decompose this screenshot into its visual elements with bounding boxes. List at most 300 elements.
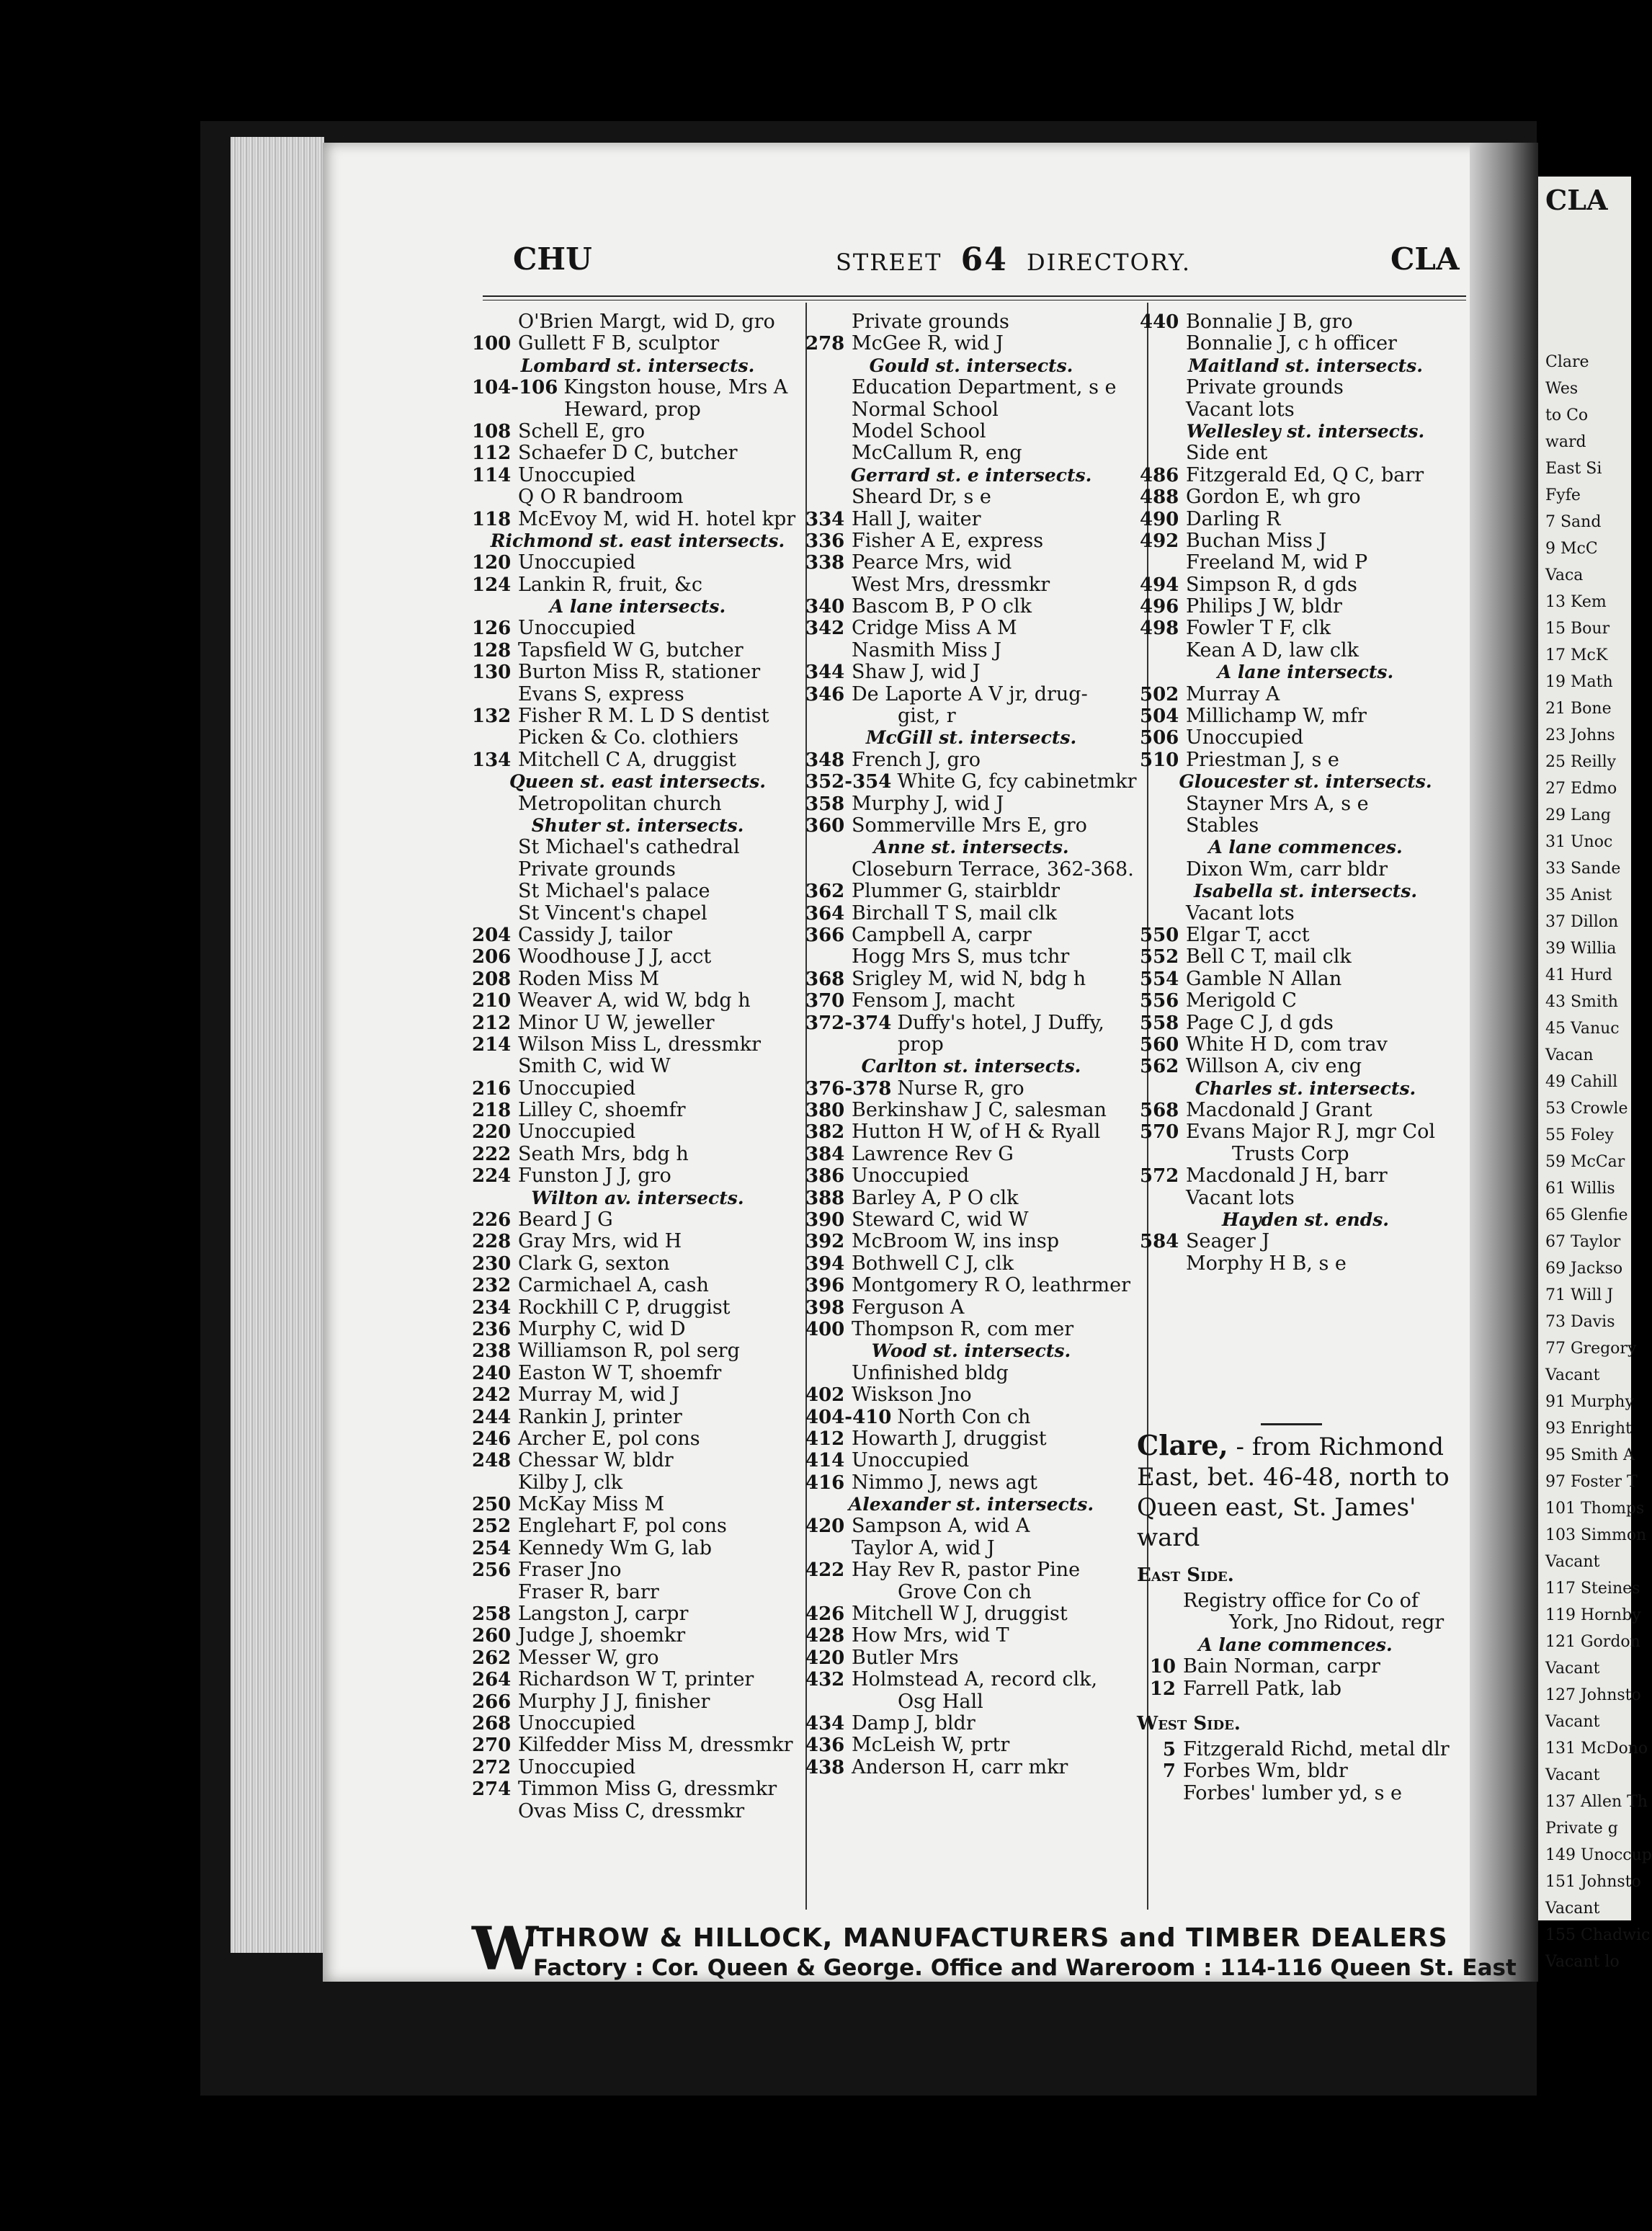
entry-text: Macdonald J Grant xyxy=(1186,1099,1372,1122)
directory-entry xyxy=(805,925,1137,946)
entry-text: Fisher A E, express xyxy=(852,529,1044,552)
street-number: 404-410 xyxy=(805,1406,892,1428)
directory-entry xyxy=(472,1078,803,1100)
directory-entry xyxy=(1140,793,1471,815)
directory-entry xyxy=(1140,486,1471,508)
entry-text: Gray Mrs, wid H xyxy=(518,1230,682,1253)
entry-text: Elgar T, acct xyxy=(1186,923,1310,946)
directory-entry xyxy=(805,1209,1137,1231)
directory-entry xyxy=(472,1669,803,1691)
entry-text: Heward, prop xyxy=(564,398,701,421)
directory-entry xyxy=(472,1450,803,1471)
street-number: 218 xyxy=(472,1100,512,1122)
directory-entry xyxy=(805,1647,1137,1669)
directory-entry xyxy=(472,662,803,683)
entry-text: Evans Major R J, mgr Col xyxy=(1186,1121,1435,1144)
directory-entry xyxy=(1140,749,1471,771)
directory-entry xyxy=(1140,333,1471,355)
next-page-line: 67 Taylor xyxy=(1545,1233,1621,1251)
entry-text: Merigold C xyxy=(1186,989,1297,1012)
entry-text: Judge J, shoemkr xyxy=(518,1624,686,1647)
directory-entry xyxy=(1140,990,1471,1012)
street-number: 584 xyxy=(1140,1231,1179,1253)
street-number: 236 xyxy=(472,1318,512,1340)
entry-text: Bain Norman, carpr xyxy=(1183,1655,1380,1678)
next-page-line: 37 Dillon xyxy=(1545,913,1619,931)
next-page-line: Private g xyxy=(1545,1820,1618,1838)
directory-entry xyxy=(805,377,1137,398)
directory-column-1 xyxy=(472,311,803,1822)
directory-entry xyxy=(472,333,803,355)
directory-entry xyxy=(472,1472,803,1494)
entry-text: Fisher R M. L D S dentist xyxy=(518,705,769,728)
header-rule xyxy=(483,295,1466,297)
intersection-text: Gerrard st. e intersects. xyxy=(850,464,1092,486)
entry-text: Nimmo J, news agt xyxy=(852,1471,1037,1494)
directory-entry xyxy=(472,465,803,486)
entry-text: McEvoy M, wid H. hotel kpr xyxy=(518,507,796,530)
intersection-note xyxy=(805,727,1137,749)
directory-entry xyxy=(472,1713,803,1735)
intersection-note xyxy=(1140,881,1471,902)
next-page-line: 131 McDono xyxy=(1545,1740,1648,1758)
header-left: CHU xyxy=(513,241,592,277)
page-number: 64 xyxy=(960,241,1008,278)
street-desc-4: ward xyxy=(1137,1523,1200,1552)
directory-entry xyxy=(1140,442,1471,464)
entry-text: French J, gro xyxy=(852,748,981,771)
directory-entry xyxy=(805,1034,1137,1056)
entry-text: De Laporte A V jr, drug- xyxy=(852,682,1088,705)
entry-text: Fensom J, macht xyxy=(852,989,1015,1012)
directory-column-3 xyxy=(1140,311,1471,1275)
entry-text: Unoccupied xyxy=(518,617,636,640)
directory-entry xyxy=(805,509,1137,530)
directory-entry xyxy=(805,1559,1137,1581)
directory-entry xyxy=(472,1231,803,1252)
directory-entry xyxy=(805,1735,1137,1756)
directory-entry xyxy=(805,903,1137,925)
entry-text: Roden Miss M xyxy=(518,967,660,990)
entry-text: Fraser Jno xyxy=(518,1559,622,1582)
intersection-note xyxy=(1137,1634,1454,1656)
entry-text: Murphy J J, finisher xyxy=(518,1690,710,1713)
entry-text: Barley A, P O clk xyxy=(852,1186,1019,1209)
directory-entry xyxy=(472,1691,803,1713)
entry-text: Steward C, wid W xyxy=(852,1208,1029,1232)
intersection-note xyxy=(805,1340,1137,1362)
entry-text: Side ent xyxy=(1186,442,1268,465)
next-page-line: 155 Chadwic xyxy=(1545,1926,1651,1944)
directory-entry xyxy=(472,1319,803,1340)
street-number: 440 xyxy=(1140,311,1179,333)
entry-text: Englehart F, pol cons xyxy=(518,1515,727,1538)
directory-entry xyxy=(1140,1034,1471,1056)
directory-entry xyxy=(805,881,1137,902)
street-number: 278 xyxy=(805,333,845,355)
entry-text: Berkinshaw J C, salesman xyxy=(852,1099,1107,1122)
directory-entry xyxy=(805,771,1137,793)
intersection-text: Lombard st. intersects. xyxy=(520,355,755,376)
entry-text: Bothwell C J, clk xyxy=(852,1252,1014,1275)
intersection-text: Anne st. intersects. xyxy=(873,837,1069,858)
entry-text: Minor U W, jeweller xyxy=(518,1011,715,1034)
directory-entry xyxy=(472,727,803,749)
directory-entry xyxy=(472,1538,803,1559)
entry-text: Normal School xyxy=(852,398,999,421)
next-page-line: Vacant xyxy=(1545,1553,1600,1571)
ad-line-2: Factory : Cor. Queen & George. Office and Wareroom : 114-116 Queen St. East xyxy=(533,1955,1517,1981)
entry-text: Taylor A, wid J xyxy=(852,1536,995,1559)
directory-entry xyxy=(1140,705,1471,727)
directory-entry xyxy=(1137,1760,1454,1782)
directory-entry xyxy=(472,618,803,639)
next-page-line: 61 Willis xyxy=(1545,1180,1615,1198)
street-number: 434 xyxy=(805,1713,845,1735)
street-number: 498 xyxy=(1140,618,1179,640)
entry-text: Q O R bandroom xyxy=(518,486,684,509)
street-number: 376-378 xyxy=(805,1077,892,1100)
entry-text: White H D, com trav xyxy=(1186,1033,1388,1056)
street-number: 334 xyxy=(805,508,845,530)
directory-entry xyxy=(1140,377,1471,398)
entry-text: Archer E, pol cons xyxy=(518,1427,700,1450)
entry-text: Murray A xyxy=(1186,682,1280,705)
intersection-text: Queen st. east intersects. xyxy=(509,771,766,793)
entry-text: Millichamp W, mfr xyxy=(1186,705,1367,728)
directory-entry xyxy=(472,1801,803,1822)
next-page-header: CLA xyxy=(1545,184,1608,216)
directory-entry xyxy=(1140,640,1471,662)
next-page-line: Vacant xyxy=(1545,1766,1600,1784)
entry-text: Lawrence Rev G xyxy=(852,1142,1014,1165)
intersection-note xyxy=(1140,1078,1471,1100)
street-number: 384 xyxy=(805,1143,845,1165)
directory-entry xyxy=(805,1450,1137,1471)
directory-entry xyxy=(805,442,1137,464)
entry-text: How Mrs, wid T xyxy=(852,1624,1009,1647)
entry-text: St Michael's palace xyxy=(518,880,710,903)
directory-entry xyxy=(1140,1253,1471,1275)
entry-text: Kingston house, Mrs A xyxy=(563,376,788,399)
directory-entry xyxy=(472,925,803,946)
next-page-line: 43 Smith xyxy=(1545,993,1618,1011)
directory-entry xyxy=(472,311,803,333)
entry-text: Simpson R, d gds xyxy=(1186,573,1357,596)
next-page-line: Vacan xyxy=(1545,1046,1594,1064)
directory-entry xyxy=(805,815,1137,837)
entry-text: Holmstead A, record clk, xyxy=(852,1668,1098,1691)
intersection-text: Maitland st. intersects. xyxy=(1188,355,1423,376)
next-page-line: 15 Bour xyxy=(1545,620,1610,638)
entry-text: Seath Mrs, bdg h xyxy=(518,1142,689,1165)
street-number: 348 xyxy=(805,749,845,771)
directory-entry xyxy=(472,1559,803,1581)
street-number: 428 xyxy=(805,1625,845,1647)
directory-entry xyxy=(805,1472,1137,1494)
advertisement xyxy=(472,1915,1517,1985)
next-page-line: 91 Murphy xyxy=(1545,1393,1634,1411)
directory-entry xyxy=(1140,903,1471,925)
intersection-note xyxy=(1140,355,1471,377)
directory-entry xyxy=(805,1428,1137,1450)
directory-entry xyxy=(805,1165,1137,1187)
entry-text: Darling R xyxy=(1186,507,1281,530)
entry-text: Fitzgerald Ed, Q C, barr xyxy=(1186,463,1424,486)
entry-text: McKay Miss M xyxy=(518,1493,665,1516)
directory-entry xyxy=(805,1012,1137,1034)
entry-text: Stayner Mrs A, s e xyxy=(1186,792,1369,815)
directory-entry xyxy=(1137,1612,1454,1634)
directory-entry xyxy=(472,684,803,705)
street-number: 422 xyxy=(805,1559,845,1582)
entry-text: Page C J, d gds xyxy=(1186,1011,1334,1034)
entry-text: Private grounds xyxy=(518,858,676,881)
directory-entry xyxy=(805,574,1137,596)
street-number: 268 xyxy=(472,1713,512,1735)
street-number: 250 xyxy=(472,1494,512,1516)
directory-entry xyxy=(472,1034,803,1056)
street-number: 386 xyxy=(805,1165,845,1188)
ad-initial: W xyxy=(472,1915,539,1984)
entry-text: St Michael's cathedral xyxy=(518,836,740,859)
entry-text: Grove Con ch xyxy=(898,1580,1032,1603)
next-page-line: 121 Gordon xyxy=(1545,1633,1640,1651)
street-number: 436 xyxy=(805,1735,845,1757)
street-number: 208 xyxy=(472,968,512,990)
next-page-fragment xyxy=(1538,177,1652,1971)
entry-text: Carmichael A, cash xyxy=(518,1274,709,1297)
east-side-label: East Side. xyxy=(1137,1564,1234,1586)
directory-entry xyxy=(472,1735,803,1756)
intersection-note xyxy=(805,355,1137,377)
entry-text: McGee R, wid J xyxy=(852,332,1004,355)
entry-text: Trusts Corp xyxy=(1232,1142,1349,1165)
directory-entry xyxy=(472,1582,803,1603)
next-page-line: 29 Lang xyxy=(1545,806,1611,824)
street-desc-3: Queen east, St. James' xyxy=(1137,1493,1416,1522)
entry-text: North Con ch xyxy=(897,1405,1031,1428)
intersection-text: Carlton st. intersects. xyxy=(861,1056,1081,1077)
entry-text: Closeburn Terrace, 362-368. xyxy=(852,858,1134,881)
next-page-line: 25 Reilly xyxy=(1545,753,1617,771)
entry-text: Private grounds xyxy=(852,311,1009,333)
entry-text: Lankin R, fruit, &c xyxy=(518,573,702,596)
directory-entry xyxy=(805,618,1137,639)
next-page-line: 27 Edmo xyxy=(1545,780,1617,798)
directory-entry xyxy=(472,1625,803,1647)
directory-entry xyxy=(1137,1739,1454,1760)
entry-text: Anderson H, carr mkr xyxy=(852,1755,1068,1778)
entry-text: Philips J W, bldr xyxy=(1186,595,1342,618)
directory-entry xyxy=(1140,684,1471,705)
next-page-line: Vaca xyxy=(1545,566,1584,584)
entry-text: Cassidy J, tailor xyxy=(518,923,673,946)
intersection-text: A lane intersects. xyxy=(549,596,726,618)
entry-text: Fowler T F, clk xyxy=(1186,617,1331,640)
street-number: 388 xyxy=(805,1187,845,1209)
street-number: 346 xyxy=(805,683,845,705)
next-page-line: ward xyxy=(1545,433,1586,451)
street-number: 370 xyxy=(805,990,845,1012)
intersection-note xyxy=(805,837,1137,858)
header-street: STREET xyxy=(836,249,942,276)
entry-text: Timmon Miss G, dressmkr xyxy=(518,1778,777,1801)
next-page-line: 35 Anist xyxy=(1545,886,1612,904)
street-number: 504 xyxy=(1140,705,1179,728)
directory-entry xyxy=(472,837,803,858)
entry-text: Priestman J, s e xyxy=(1186,748,1339,771)
directory-entry xyxy=(472,1209,803,1231)
next-page-line: 41 Hurd xyxy=(1545,966,1612,984)
next-page-line: 151 Johnsto xyxy=(1545,1873,1641,1891)
street-number: 402 xyxy=(805,1384,845,1407)
entry-text: Williamson R, pol serg xyxy=(518,1340,740,1363)
entry-text: Schaefer D C, butcher xyxy=(518,442,738,465)
street-number: 100 xyxy=(472,333,512,355)
directory-entry xyxy=(472,1165,803,1187)
directory-entry xyxy=(805,1407,1137,1428)
directory-entry xyxy=(472,1494,803,1515)
street-number: 262 xyxy=(472,1647,512,1669)
directory-entry xyxy=(472,1778,803,1800)
entry-text: Fitzgerald Richd, metal dlr xyxy=(1183,1737,1450,1760)
entry-text: Srigley M, wid N, bdg h xyxy=(852,967,1086,990)
entry-text: Gullett F B, sculptor xyxy=(518,332,720,355)
west-side-list xyxy=(1137,1739,1454,1804)
street-number: 270 xyxy=(472,1735,512,1757)
street-number: 244 xyxy=(472,1406,512,1428)
next-page-line: 45 Vanuc xyxy=(1545,1020,1620,1038)
entry-text: Seager J xyxy=(1186,1230,1270,1253)
street-number: 396 xyxy=(805,1275,845,1297)
entry-text: Gordon E, wh gro xyxy=(1186,486,1361,509)
entry-text: Messer W, gro xyxy=(518,1646,659,1669)
entry-text: Woodhouse J J, acct xyxy=(518,945,712,968)
intersection-text: Wellesley st. intersects. xyxy=(1186,420,1425,442)
directory-entry xyxy=(1140,859,1471,881)
entry-text: Unoccupied xyxy=(518,1077,636,1100)
entry-text: Richardson W T, printer xyxy=(518,1668,754,1691)
directory-entry xyxy=(805,640,1137,662)
entry-text: Farrell Patk, lab xyxy=(1183,1677,1342,1700)
street-number: 220 xyxy=(472,1121,512,1144)
street-number: 216 xyxy=(472,1077,512,1100)
next-page-line: 13 Kem xyxy=(1545,593,1607,611)
intersection-note xyxy=(805,465,1137,486)
street-number: 360 xyxy=(805,814,845,837)
next-page-line: 39 Willia xyxy=(1545,940,1617,958)
directory-entry xyxy=(805,793,1137,815)
intersection-note xyxy=(472,1188,803,1209)
street-number: 114 xyxy=(472,464,512,486)
directory-entry xyxy=(472,552,803,574)
street-number: 118 xyxy=(472,508,512,530)
street-number: 230 xyxy=(472,1252,512,1275)
directory-entry xyxy=(805,859,1137,881)
street-number: 490 xyxy=(1140,508,1179,530)
street-number: 130 xyxy=(472,662,512,684)
street-number: 392 xyxy=(805,1231,845,1253)
directory-entry xyxy=(472,1253,803,1275)
entry-text: Hogg Mrs S, mus tchr xyxy=(852,945,1070,968)
directory-entry xyxy=(472,1275,803,1296)
next-page-line: Wes xyxy=(1545,380,1579,398)
intersection-note xyxy=(472,596,803,618)
next-page-line: 23 Johns xyxy=(1545,726,1615,744)
entry-text: McCallum R, eng xyxy=(852,442,1022,465)
directory-entry xyxy=(472,1647,803,1669)
directory-entry xyxy=(1140,727,1471,749)
directory-entry xyxy=(805,684,1137,705)
directory-entry xyxy=(805,311,1137,333)
street-number: 338 xyxy=(805,552,845,574)
street-number: 240 xyxy=(472,1362,512,1384)
entry-text: Kilby J, clk xyxy=(518,1471,623,1494)
entry-text: Ferguson A xyxy=(852,1296,965,1319)
next-page-line: 65 Glenfie xyxy=(1545,1206,1628,1224)
entry-text: Vacant lots xyxy=(1186,1186,1295,1209)
directory-entry xyxy=(472,442,803,464)
directory-entry xyxy=(472,881,803,902)
directory-entry xyxy=(472,1297,803,1319)
intersection-text: Shuter st. intersects. xyxy=(531,814,744,836)
next-page-line: 9 McC xyxy=(1545,540,1598,558)
directory-entry xyxy=(472,486,803,508)
intersection-text: Gloucester st. intersects. xyxy=(1179,771,1432,793)
directory-entry xyxy=(472,749,803,771)
directory-entry xyxy=(805,1231,1137,1252)
entry-text: Unoccupied xyxy=(518,1121,636,1144)
street-number: 206 xyxy=(472,946,512,968)
entry-text: Hay Rev R, pastor Pine xyxy=(852,1559,1081,1582)
directory-entry xyxy=(805,1297,1137,1319)
street-number: 380 xyxy=(805,1100,845,1122)
entry-text: Unoccupied xyxy=(852,1449,970,1472)
intersection-note xyxy=(805,1056,1137,1077)
directory-entry xyxy=(472,859,803,881)
intersection-note xyxy=(1140,421,1471,442)
intersection-note xyxy=(1140,771,1471,793)
street-number: 372-374 xyxy=(805,1012,892,1034)
street-number: 272 xyxy=(472,1756,512,1778)
entry-text: Thompson R, com mer xyxy=(852,1317,1074,1340)
street-number: 234 xyxy=(472,1296,512,1319)
directory-entry xyxy=(805,1713,1137,1735)
directory-entry xyxy=(1140,1100,1471,1121)
next-page-line: 59 McCar xyxy=(1545,1153,1625,1171)
intersection-text: A lane commences. xyxy=(1198,1634,1393,1655)
entry-text: Picken & Co. clothiers xyxy=(518,726,739,749)
street-number: 248 xyxy=(472,1450,512,1472)
directory-entry xyxy=(472,421,803,442)
entry-text: Gamble N Allan xyxy=(1186,967,1342,990)
intersection-note xyxy=(1140,837,1471,858)
entry-text: Bell C T, mail clk xyxy=(1186,945,1352,968)
west-side-label: West Side. xyxy=(1137,1712,1241,1735)
next-page-line: 137 Allen Th xyxy=(1545,1793,1648,1811)
entry-text: Nurse R, gro xyxy=(897,1077,1024,1100)
next-page-line: 97 Foster T xyxy=(1545,1473,1638,1491)
next-page-line: 93 Enright xyxy=(1545,1420,1632,1438)
entry-text: Chessar W, bldr xyxy=(518,1449,674,1472)
entry-text: Lilley C, shoemfr xyxy=(518,1099,686,1122)
entry-text: Birchall T S, mail clk xyxy=(852,901,1057,925)
street-number: 112 xyxy=(472,442,512,465)
entry-text: Cridge Miss A M xyxy=(852,617,1017,640)
entry-text: Wiskson Jno xyxy=(852,1384,972,1407)
directory-entry xyxy=(472,903,803,925)
